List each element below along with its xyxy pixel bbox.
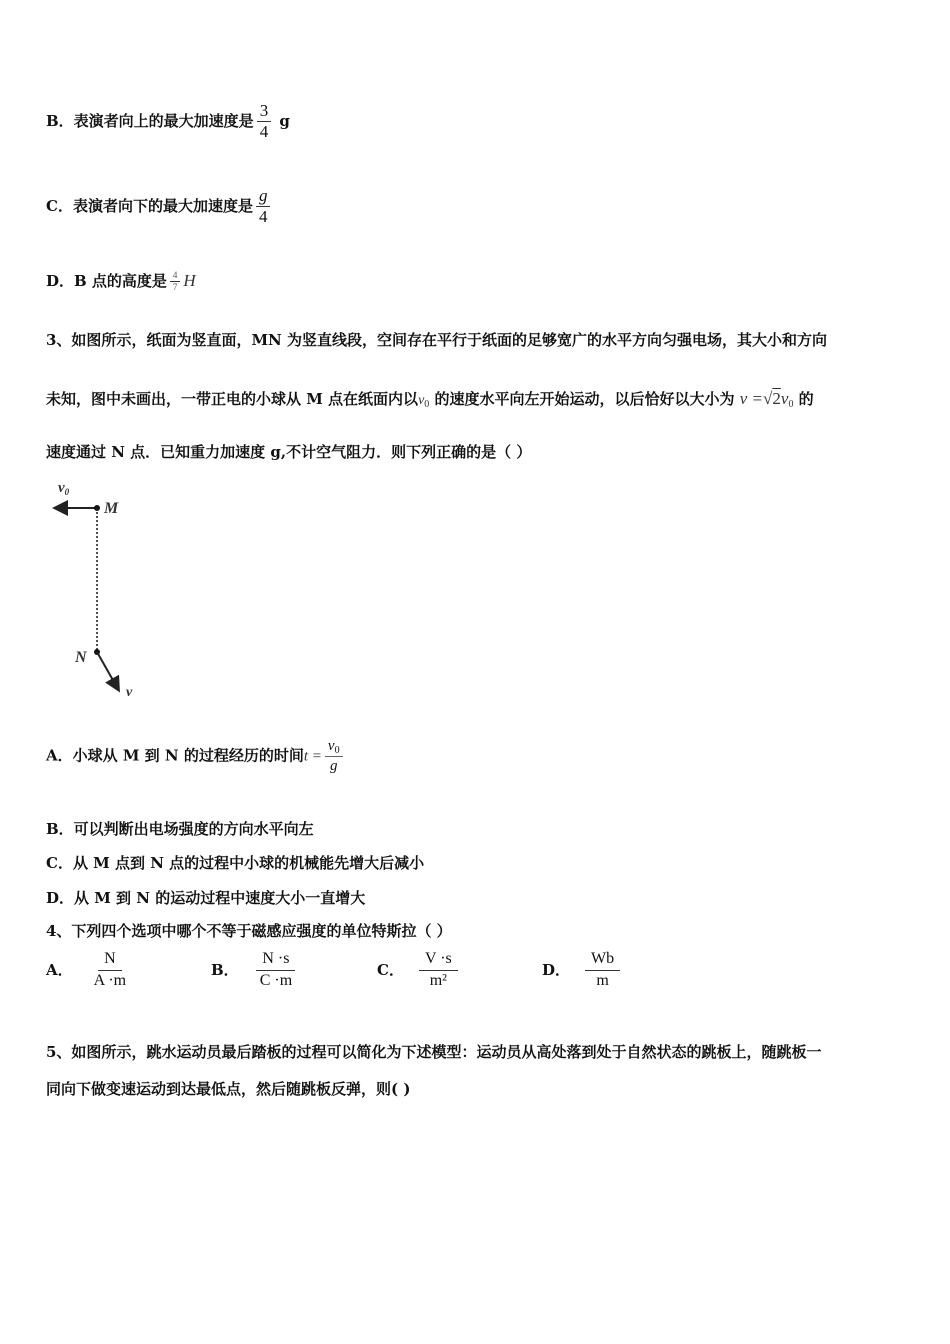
option-d-prev: [46, 270, 196, 293]
fraction-3-4: $\frac{3}{4}$: [257, 102, 272, 142]
q3-option-c: C．从 M 点到 N 点的过程中小球的机械能先增大后减小: [46, 854, 425, 872]
q5-stem-line1: 5、如图所示，跳水运动员最后踏板的过程可以简化为下述模型：运动员从高处落到处于自然状态的跳板上，随跳板一: [46, 1043, 822, 1061]
option-d-prev-label: D．B 点的高度是: [46, 272, 167, 290]
unit-fraction: $\frac{Wb}{m}$: [585, 950, 620, 990]
option-b-prev: [46, 102, 290, 142]
v-arrow: [97, 652, 118, 689]
q3-option-d: D．从 M 到 N 的运动过程中速度大小一直增大: [46, 889, 366, 907]
q3-stem-line1: 3、如图所示，纸面为竖直面，MN 为竖直线段，空间存在平行于纸面的足够宽广的水平方向匀强电场，其大小和方向: [46, 331, 827, 349]
q3-figure: [46, 472, 156, 704]
v0-label: $v_0$: [58, 480, 70, 497]
q4-option-a: A． $\frac{N}{A \cdot m}$: [46, 950, 135, 990]
v0-symbol: $v_0$: [418, 393, 430, 410]
q5-stem-line2: 同向下做变速运动到达最低点，然后随跳板反弹，则( ): [46, 1080, 411, 1098]
q3-stem-line2: 未知，图中未画出，一带正电的小球从 M 点在纸面内以$v_0$ 的速度水平向左开始运动，以后恰好以大小为 $v =√2v_0$ 的: [46, 389, 814, 410]
q4-stem: 4、下列四个选项中哪个不等于磁感应强度的单位特斯拉（ ）: [46, 922, 452, 940]
fraction-v0-g: $\frac{v_0}{g}$: [325, 738, 343, 775]
unit-fraction: $\frac{N}{A \cdot m}$: [93, 950, 127, 989]
q3-option-b: B．可以判断出电场强度的方向水平向左: [46, 820, 314, 838]
unit-fraction: $\frac{V \cdot s}{\text{m²}}$: [419, 950, 458, 990]
q3-stem-line3: 速度通过 N 点．已知重力加速度 g,不计空气阻力．则下列正确的是（ ）: [46, 443, 532, 461]
option-c-prev: [46, 187, 273, 227]
n-label: N: [75, 649, 87, 666]
g-symbol: g: [279, 112, 290, 131]
unit-fraction: $\frac{N \cdot s}{C \cdot m}$: [254, 950, 298, 990]
v-equals-sqrt2-v0: $v =√2v_0$: [739, 389, 794, 410]
h-symbol: H: [183, 271, 196, 290]
q4-option-c: C． $\frac{V \cdot s}{\text{m²}}$: [377, 950, 461, 990]
q4-option-d: D． $\frac{Wb}{m}$: [542, 950, 623, 990]
v-label: v: [126, 685, 133, 700]
q4-option-b: B． $\frac{N \cdot s}{C \cdot m}$: [211, 950, 301, 990]
m-label: M: [104, 500, 119, 517]
q3-option-a: A．小球从 M 到 N 的过程经历的时间t = $\frac{v_0}{g}$: [46, 738, 346, 775]
option-c-prev-label: C．表演者向下的最大加速度是: [46, 197, 253, 216]
option-b-prev-label: B．表演者向上的最大加速度是: [46, 112, 254, 131]
fraction-g-4: $\frac{g}{4}$: [256, 187, 271, 227]
t-equals: t =: [303, 748, 322, 765]
fraction-4-7: $\frac{4}{7}$: [170, 271, 181, 293]
